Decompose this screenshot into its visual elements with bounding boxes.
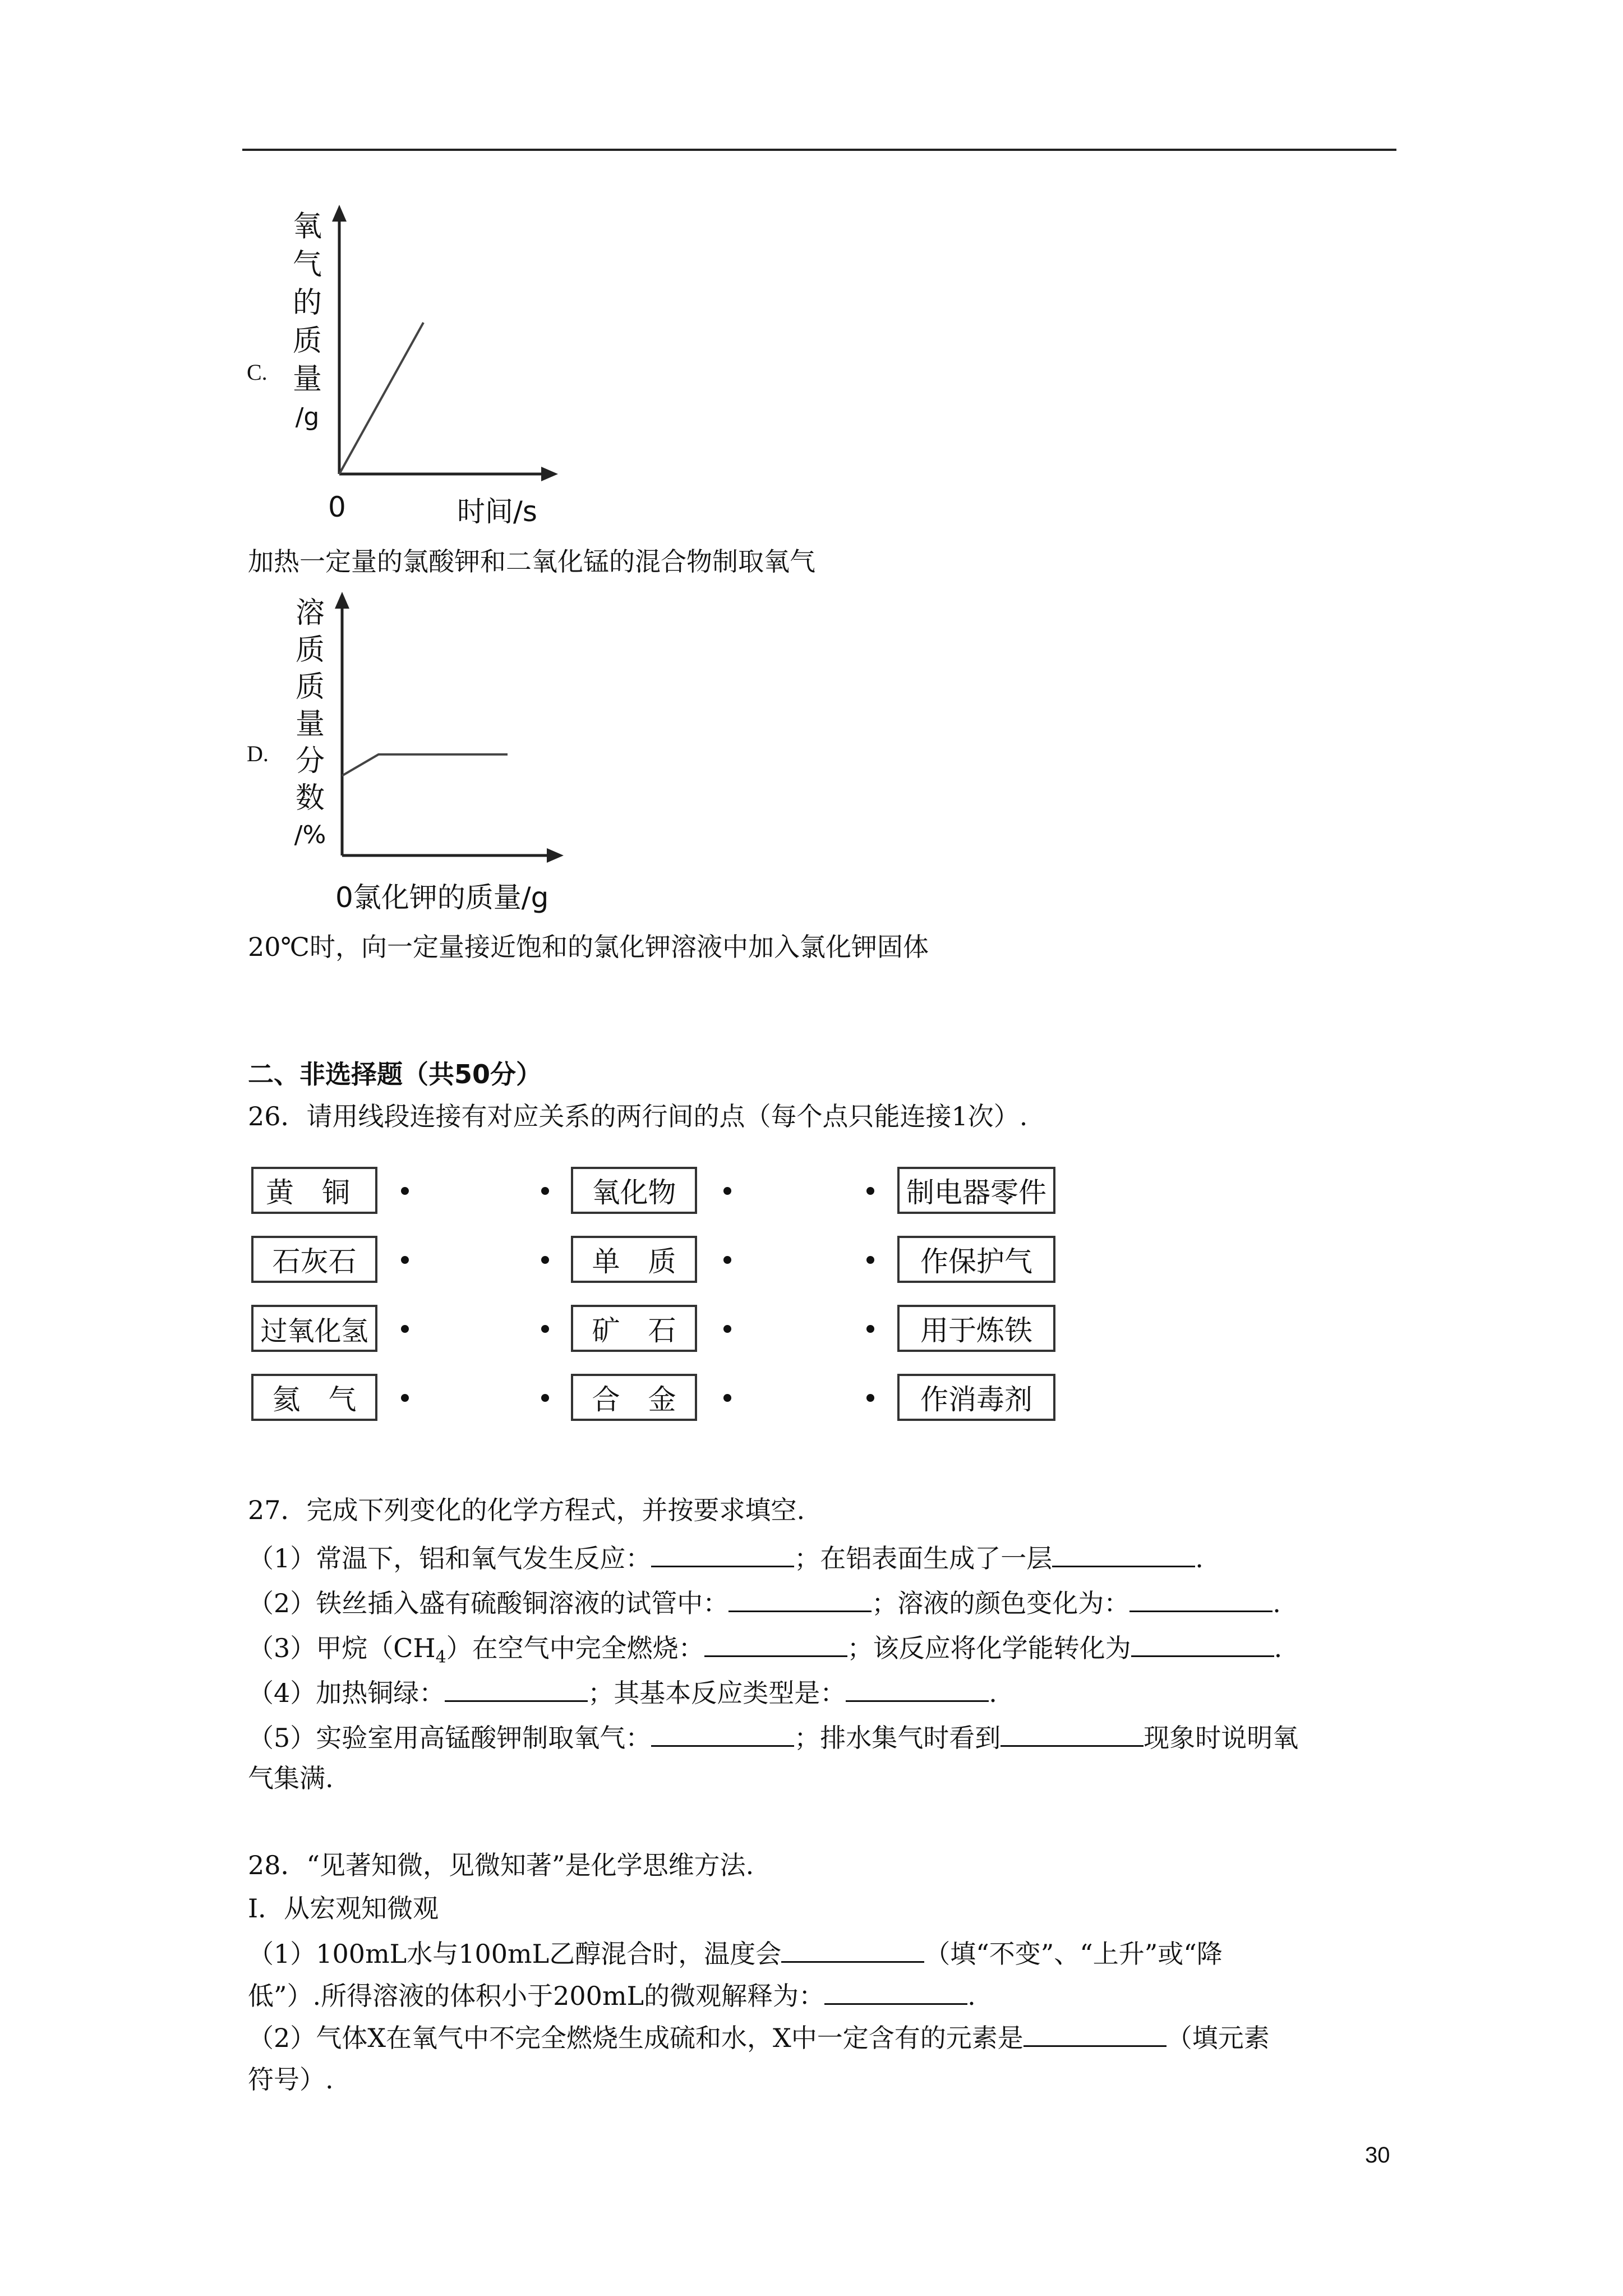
- q26-col1-label: 黄 铜: [266, 1176, 350, 1209]
- q26-col3-box: [897, 1305, 1055, 1352]
- option-d-label: D.: [247, 741, 269, 766]
- q26-dot[interactable]: [401, 1187, 409, 1195]
- q26-dot[interactable]: [541, 1256, 549, 1264]
- q26-dot[interactable]: [541, 1187, 549, 1195]
- section-title: 二、非选择题（共50分）: [248, 1059, 542, 1089]
- chart-d-ylabel-char: 数: [295, 781, 325, 815]
- chart-d-ylabel-char: /%: [294, 821, 326, 849]
- option-c-label: C.: [247, 360, 268, 385]
- q27-p3-text: （3）甲烷（CH: [248, 1633, 436, 1663]
- q27-p2-blank2[interactable]: [1129, 1585, 1272, 1612]
- q28-p1-text: （1）100mL水与100mL乙醇混合时，温度会: [248, 1939, 782, 1969]
- chart-c-y-arrow: [332, 205, 347, 222]
- chart-d-plot: [320, 592, 566, 872]
- q26-col1-label: 氦 气: [272, 1383, 357, 1416]
- chart-c-ylabel-char: 的: [292, 286, 322, 320]
- q27-part1: [248, 1540, 1204, 1575]
- q26-dot[interactable]: [723, 1394, 731, 1402]
- q27-p1-text: （1）常温下，铝和氧气发生反应：: [248, 1543, 652, 1573]
- q27-p4-end: .: [989, 1678, 997, 1708]
- q26-dot[interactable]: [866, 1187, 874, 1195]
- page-number: 30: [1365, 2143, 1390, 2168]
- q26-dot[interactable]: [401, 1325, 409, 1333]
- chart-c-series-line: [339, 323, 423, 474]
- chart-d-x-arrow: [547, 848, 564, 863]
- q27-p2-text: （2）铁丝插入盛有硫酸铜溶液的试管中：: [248, 1588, 729, 1618]
- q27-p2-blank1[interactable]: [728, 1585, 872, 1612]
- q27-p2-text2: ；溶液的颜色变化为：: [872, 1588, 1130, 1618]
- chart-d-xlabel: 0氯化钾的质量/g: [335, 881, 549, 914]
- chart-c-ylabel-char: 量: [292, 362, 322, 396]
- q26-col2-label: 合 金: [592, 1383, 676, 1416]
- chart-c-ylabel-char: 质: [292, 324, 322, 358]
- q26-col2-label: 矿 石: [592, 1314, 676, 1347]
- q26-dot[interactable]: [723, 1325, 731, 1333]
- chart-c-caption: 加热一定量的氯酸钾和二氧化锰的混合物制取氧气: [248, 546, 815, 577]
- q26-col2-label: 单 质: [592, 1245, 676, 1278]
- chart-d-ylabel-char: 量: [295, 707, 325, 741]
- q28-p1-blank1[interactable]: [781, 1935, 924, 1963]
- q27-p3-text2: ）在空气中完全燃烧：: [446, 1633, 704, 1663]
- q28-p1-blank2[interactable]: [824, 1977, 967, 2005]
- q27-p3-blank1[interactable]: [704, 1630, 847, 1657]
- q26-dot[interactable]: [401, 1394, 409, 1402]
- q26-col3-box: [897, 1236, 1055, 1283]
- q28-p2-text2: （填元素: [1166, 2023, 1270, 2053]
- q26-stem: 26．请用线段连接有对应关系的两行间的点（每个点只能连接1次）.: [248, 1101, 1028, 1131]
- q27-p3-subscript: 4: [435, 1648, 446, 1668]
- q26-col3-label: 制电器零件: [906, 1176, 1046, 1209]
- q27-p3-blank2[interactable]: [1131, 1630, 1274, 1657]
- header-rule: [242, 149, 1396, 151]
- q26-col2-box: [571, 1167, 697, 1214]
- q26-col3-label: 用于炼铁: [920, 1314, 1032, 1347]
- q26-col3-box: [897, 1374, 1055, 1421]
- q28-p2-blank1[interactable]: [1023, 2019, 1166, 2047]
- chart-d-caption: 20℃时，向一定量接近饱和的氯化钾溶液中加入氯化钾固体: [248, 932, 929, 962]
- chart-d-series-line: [342, 754, 508, 776]
- q28-p1-end: .: [967, 1981, 976, 2011]
- q27-p5-text: （5）实验室用高锰酸钾制取氧气：: [248, 1723, 652, 1753]
- q27-stem: 27．完成下列变化的化学方程式，并按要求填空.: [248, 1495, 805, 1525]
- q27-p1-text2: ；在铝表面生成了一层: [794, 1543, 1053, 1573]
- q27-p2-end: .: [1272, 1588, 1281, 1618]
- chart-c-ylabel-char: 气: [292, 248, 322, 282]
- q26-col2-box: [571, 1374, 697, 1421]
- q26-col1-label: 过氧化氢: [260, 1315, 368, 1347]
- q26-col3-box: [897, 1167, 1055, 1214]
- q26-dot[interactable]: [541, 1394, 549, 1402]
- q27-p4-text2: ；其基本反应类型是：: [588, 1678, 846, 1708]
- q28-p1-cont: [248, 1977, 976, 2013]
- q26-col1-box: [251, 1167, 377, 1214]
- chart-c-xlabel: 时间/s: [457, 495, 537, 528]
- q27-part4: [248, 1674, 997, 1710]
- q26-dot[interactable]: [866, 1325, 874, 1333]
- q26-col3-label: 作消毒剂: [920, 1383, 1032, 1416]
- q27-part5-cont: 气集满.: [248, 1763, 334, 1793]
- chart-c-x-arrow: [541, 467, 558, 481]
- chart-d-y-arrow: [335, 592, 349, 609]
- q27-p4-blank1[interactable]: [445, 1674, 588, 1702]
- q28-stem: 28．“见著知微，见微知著”是化学思维方法.: [248, 1850, 754, 1880]
- q27-part2: [248, 1585, 1281, 1620]
- q27-p5-text2: ；排水集气时看到: [794, 1723, 1001, 1753]
- q28-part1-heading: Ⅰ．从宏观知微观: [248, 1893, 439, 1924]
- q26-col1-label: 石灰石: [272, 1245, 357, 1278]
- chart-d-ylabel-char: 质: [295, 633, 325, 667]
- q27-p1-blank2[interactable]: [1052, 1540, 1195, 1567]
- q27-p5-text3: 现象时说明氧: [1144, 1723, 1299, 1753]
- q26-col3-label: 作保护气: [920, 1245, 1032, 1278]
- q28-p2-text: （2）气体X在氧气中不完全燃烧生成硫和水，X中一定含有的元素是: [248, 2023, 1023, 2053]
- q28-p1-text2: （填“不变”、“上升”或“降: [924, 1939, 1223, 1969]
- q26-col2-box: [571, 1305, 697, 1352]
- chart-c-ylabel-char: 氧: [292, 210, 322, 243]
- q27-p1-blank1[interactable]: [651, 1540, 794, 1567]
- chart-d-ylabel-char: 溶: [295, 596, 325, 630]
- chart-c-ylabel-char: /g: [295, 403, 320, 431]
- q26-col1-box: [251, 1305, 377, 1352]
- q27-p3-text3: ；该反应将化学能转化为: [847, 1633, 1131, 1663]
- q28-p2-cont: 符号）.: [248, 2064, 334, 2095]
- q26-dot[interactable]: [866, 1394, 874, 1402]
- q27-p5-blank1[interactable]: [651, 1719, 794, 1747]
- chart-d-ylabel-char: 分: [295, 744, 325, 778]
- chart-d-ylabel-char: 质: [295, 670, 325, 704]
- chart-c-origin: 0: [328, 491, 346, 523]
- q27-p5-blank2[interactable]: [1000, 1719, 1144, 1747]
- q27-p4-blank2[interactable]: [846, 1674, 989, 1702]
- q27-part5: [248, 1719, 1298, 1755]
- q26-col1-box: [251, 1236, 377, 1283]
- q26-col2-label: 氧化物: [592, 1176, 676, 1209]
- q26-dot[interactable]: [723, 1256, 731, 1264]
- q27-p1-end: .: [1195, 1543, 1204, 1573]
- q28-p1: [248, 1935, 1223, 1971]
- chart-c-plot: [314, 205, 561, 496]
- q26-col2-box: [571, 1236, 697, 1283]
- q28-p2: [248, 2019, 1270, 2055]
- q26-dot[interactable]: [401, 1256, 409, 1264]
- q26-dot[interactable]: [723, 1187, 731, 1195]
- q27-p3-end: .: [1274, 1633, 1283, 1663]
- q28-p1-text3: 低”）.所得溶液的体积小于200mL的微观解释为：: [248, 1981, 825, 2011]
- q26-dot[interactable]: [866, 1256, 874, 1264]
- q26-dot[interactable]: [541, 1325, 549, 1333]
- q26-col1-box: [251, 1374, 377, 1421]
- q27-p4-text: （4）加热铜绿：: [248, 1678, 445, 1708]
- q27-part3: [248, 1630, 1282, 1674]
